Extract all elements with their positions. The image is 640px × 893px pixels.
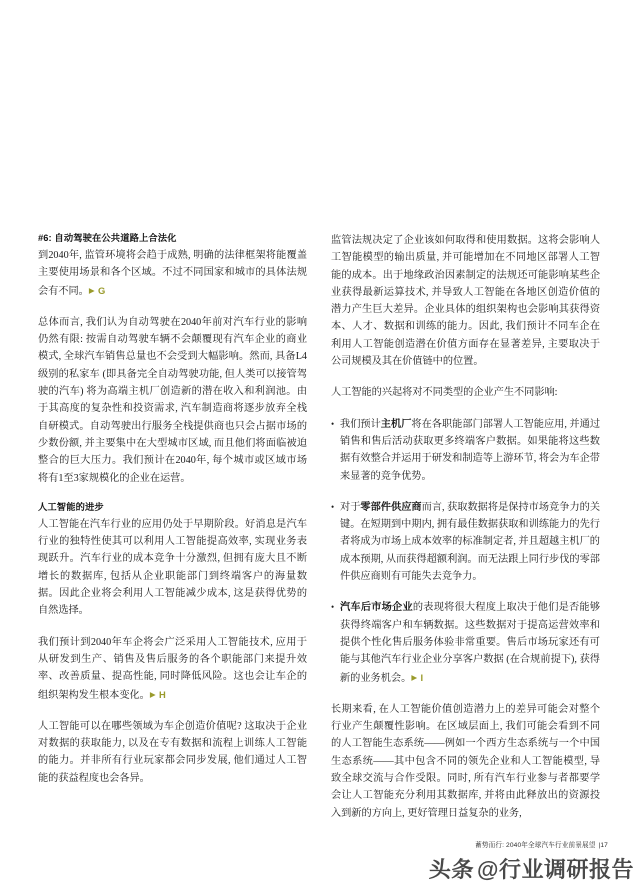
bullet-aftermarket-emphasis: 汽车后市场企业 <box>340 602 413 614</box>
sub-heading-ai-progress: 人工智能的进步 <box>38 501 104 512</box>
watermark-logo: 头条 <box>428 857 475 882</box>
left-paragraph-1 <box>38 247 307 300</box>
right-column <box>331 232 600 822</box>
left-paragraph-4-text: 我们预计到2040年车企将会广泛采用人工智能技术, 应用于从研发到生产、销售及售后服务的各个职能部门来提升效率、改善质量、提高性能, 同时降低风险。这也会让车企的组织架构发生根本变化。 <box>38 636 307 701</box>
bullet-item-oem <box>331 416 600 485</box>
left-paragraph-2: 总体而言, 我们认为自动驾驶在2040年前对汽车行业的影响仍然有限: 按需自动驾驶车辆不会颠覆现有汽车企业的商业模式, 全球汽车销售总量也不会受到大幅影响。然而, 具备L4级别的私家车 (即具备完全自动驾驶功能, 但人类可以接管驾驶的汽车) 将为高端主机厂创造新的潜在收入和利润池。由于其高度的复杂性和投资需求, 汽车制造商将逐步放弃全栈自研模式。自动驾驶出行服务全栈提供商也只会占据市场的少数份额, 并主要集中在大型城市区域, 而且他们将面临被迫整合的巨大压力。我们预计在2040年, 每个城市或区域市场将有1至3家规模化的企业在运营。 <box>38 316 307 484</box>
left-paragraph-4 <box>38 634 307 704</box>
bullet-supplier-text-before: 对于 <box>340 501 361 513</box>
triangle-icon: ▶ <box>149 689 157 699</box>
right-paragraph-2: 人工智能的兴起将对不同类型的企业产生不同影响: <box>331 387 558 399</box>
cross-reference-marker-i[interactable] <box>411 672 423 683</box>
triangle-icon: ▶ <box>411 672 418 682</box>
watermark <box>429 857 634 883</box>
cross-reference-marker-h[interactable] <box>150 689 166 700</box>
left-column <box>38 232 307 822</box>
two-column-body <box>0 232 640 822</box>
bullet-supplier-emphasis: 零部件供应商 <box>360 501 422 513</box>
left-paragraph-1-text: 到2040年, 监管环境将会趋于成熟, 明确的法律框架将能覆盖主要使用场景和各个区域。不过不同国家和城市的具体法规会有不同。 <box>38 250 307 297</box>
cross-reference-letter-i: I <box>420 671 424 683</box>
left-paragraph-5: 人工智能可以在哪些领域为车企创造价值呢? 这取决于企业对数据的获取能力, 以及在专有数据和流程上训练人工智能的能力。并非所有行业玩家都会同步发展, 他们通过人工智能的获益程度也会各异。 <box>38 720 307 784</box>
bullet-supplier-text-after: 而言, 获取数据将是保持市场竞争力的关键。在短期到中期内, 拥有最佳数据获取和训练能力的先行者将成为市场上成本效率的标准制定者, 并且超越主机厂的成本预期, 从而获得超额利润。而无法跟上同行步伐的零部件供应商则有可能失去竞争力。 <box>340 501 601 583</box>
page-footer <box>0 841 608 850</box>
page-top-whitespace <box>0 0 640 232</box>
right-paragraph-3: 长期来看, 在人工智能价值创造潜力上的差异可能会对整个行业产生颠覆性影响。在区域层面上, 我们可能会看到不同的人工智能生态系统——例如一个西方生态系统与一个中国生态系统——其中包含不同的领先企业和人工智能模型, 导致全球交流与合作受限。同时, 所有汽车行业参与者都要学会让人工智能充分利用其数据库, 并将由此释放出的资源投入到新的方向上, 更好管理日益复杂的业务, <box>331 703 600 819</box>
impact-bullet-list <box>331 416 600 687</box>
section-heading-6: #6: 自动驾驶在公共道路上合法化 <box>38 233 177 243</box>
left-paragraph-3: 人工智能在汽车行业的应用仍处于早期阶段。好消息是汽车行业的独特性使其可以利用人工智能提高效率, 实现业务表现跃升。汽车行业的成本竞争十分激烈, 但拥有庞大且不断增长的数据库, 包括从企业职能部门到终端客户的海量数据。因此企业将会利用人工智能减少成本, 这是获得优势的自然选择。 <box>38 518 307 617</box>
triangle-icon: ▶ <box>88 285 96 295</box>
bullet-oem-text-before: 我们预计 <box>340 418 381 430</box>
footer-page-number: |17 <box>598 842 608 849</box>
right-paragraph-1: 监管法规决定了企业该如何取得和使用数据。这将会影响人工智能模型的输出质量, 并可能增加在不同地区部署人工智能的成本。出于地缘政治因素制定的法规还可能影响某些企业获得最新运算技术, 并导致人工智能在各地区创造价值的潜力产生巨大差异。企业具体的组织架构也会影响其获得资本、人才、数据和训练的能力。因此, 我们预计不同车企在利用人工智能创造潜在价值方面存在显著差异, 主要取决于公司规模及其在价值链中的位置。 <box>331 235 600 368</box>
bullet-oem-text-after: 将在各职能部门部署人工智能应用, 并通过销售和售后活动获取更多终端客户数据。如果能将这些数据有效整合并运用于研发和制造等上游环节, 将会为车企带来显著的竞争优势。 <box>340 418 601 482</box>
cross-reference-letter-g: G <box>98 284 106 296</box>
bullet-oem-emphasis: 主机厂 <box>380 418 412 430</box>
bullet-item-supplier <box>331 499 600 585</box>
footer-report-title: 蓄势而行: 2040年全球汽车行业前景展望 <box>475 842 596 849</box>
watermark-handle: @行业调研报告 <box>477 857 634 882</box>
cross-reference-marker-g[interactable] <box>89 285 106 296</box>
bullet-aftermarket-text-after: 的表现将很大程度上取决于他们是否能够获得终端客户和车辆数据。这些数据对于提高运营效率和提供个性化售后服务体验非常重要。售后市场玩家还有可能与其他汽车行业企业分享客户数据 (在合规前提下), 获得新的业务机会。 <box>340 602 601 684</box>
bullet-item-aftermarket <box>331 599 600 686</box>
cross-reference-letter-h: H <box>159 688 167 700</box>
